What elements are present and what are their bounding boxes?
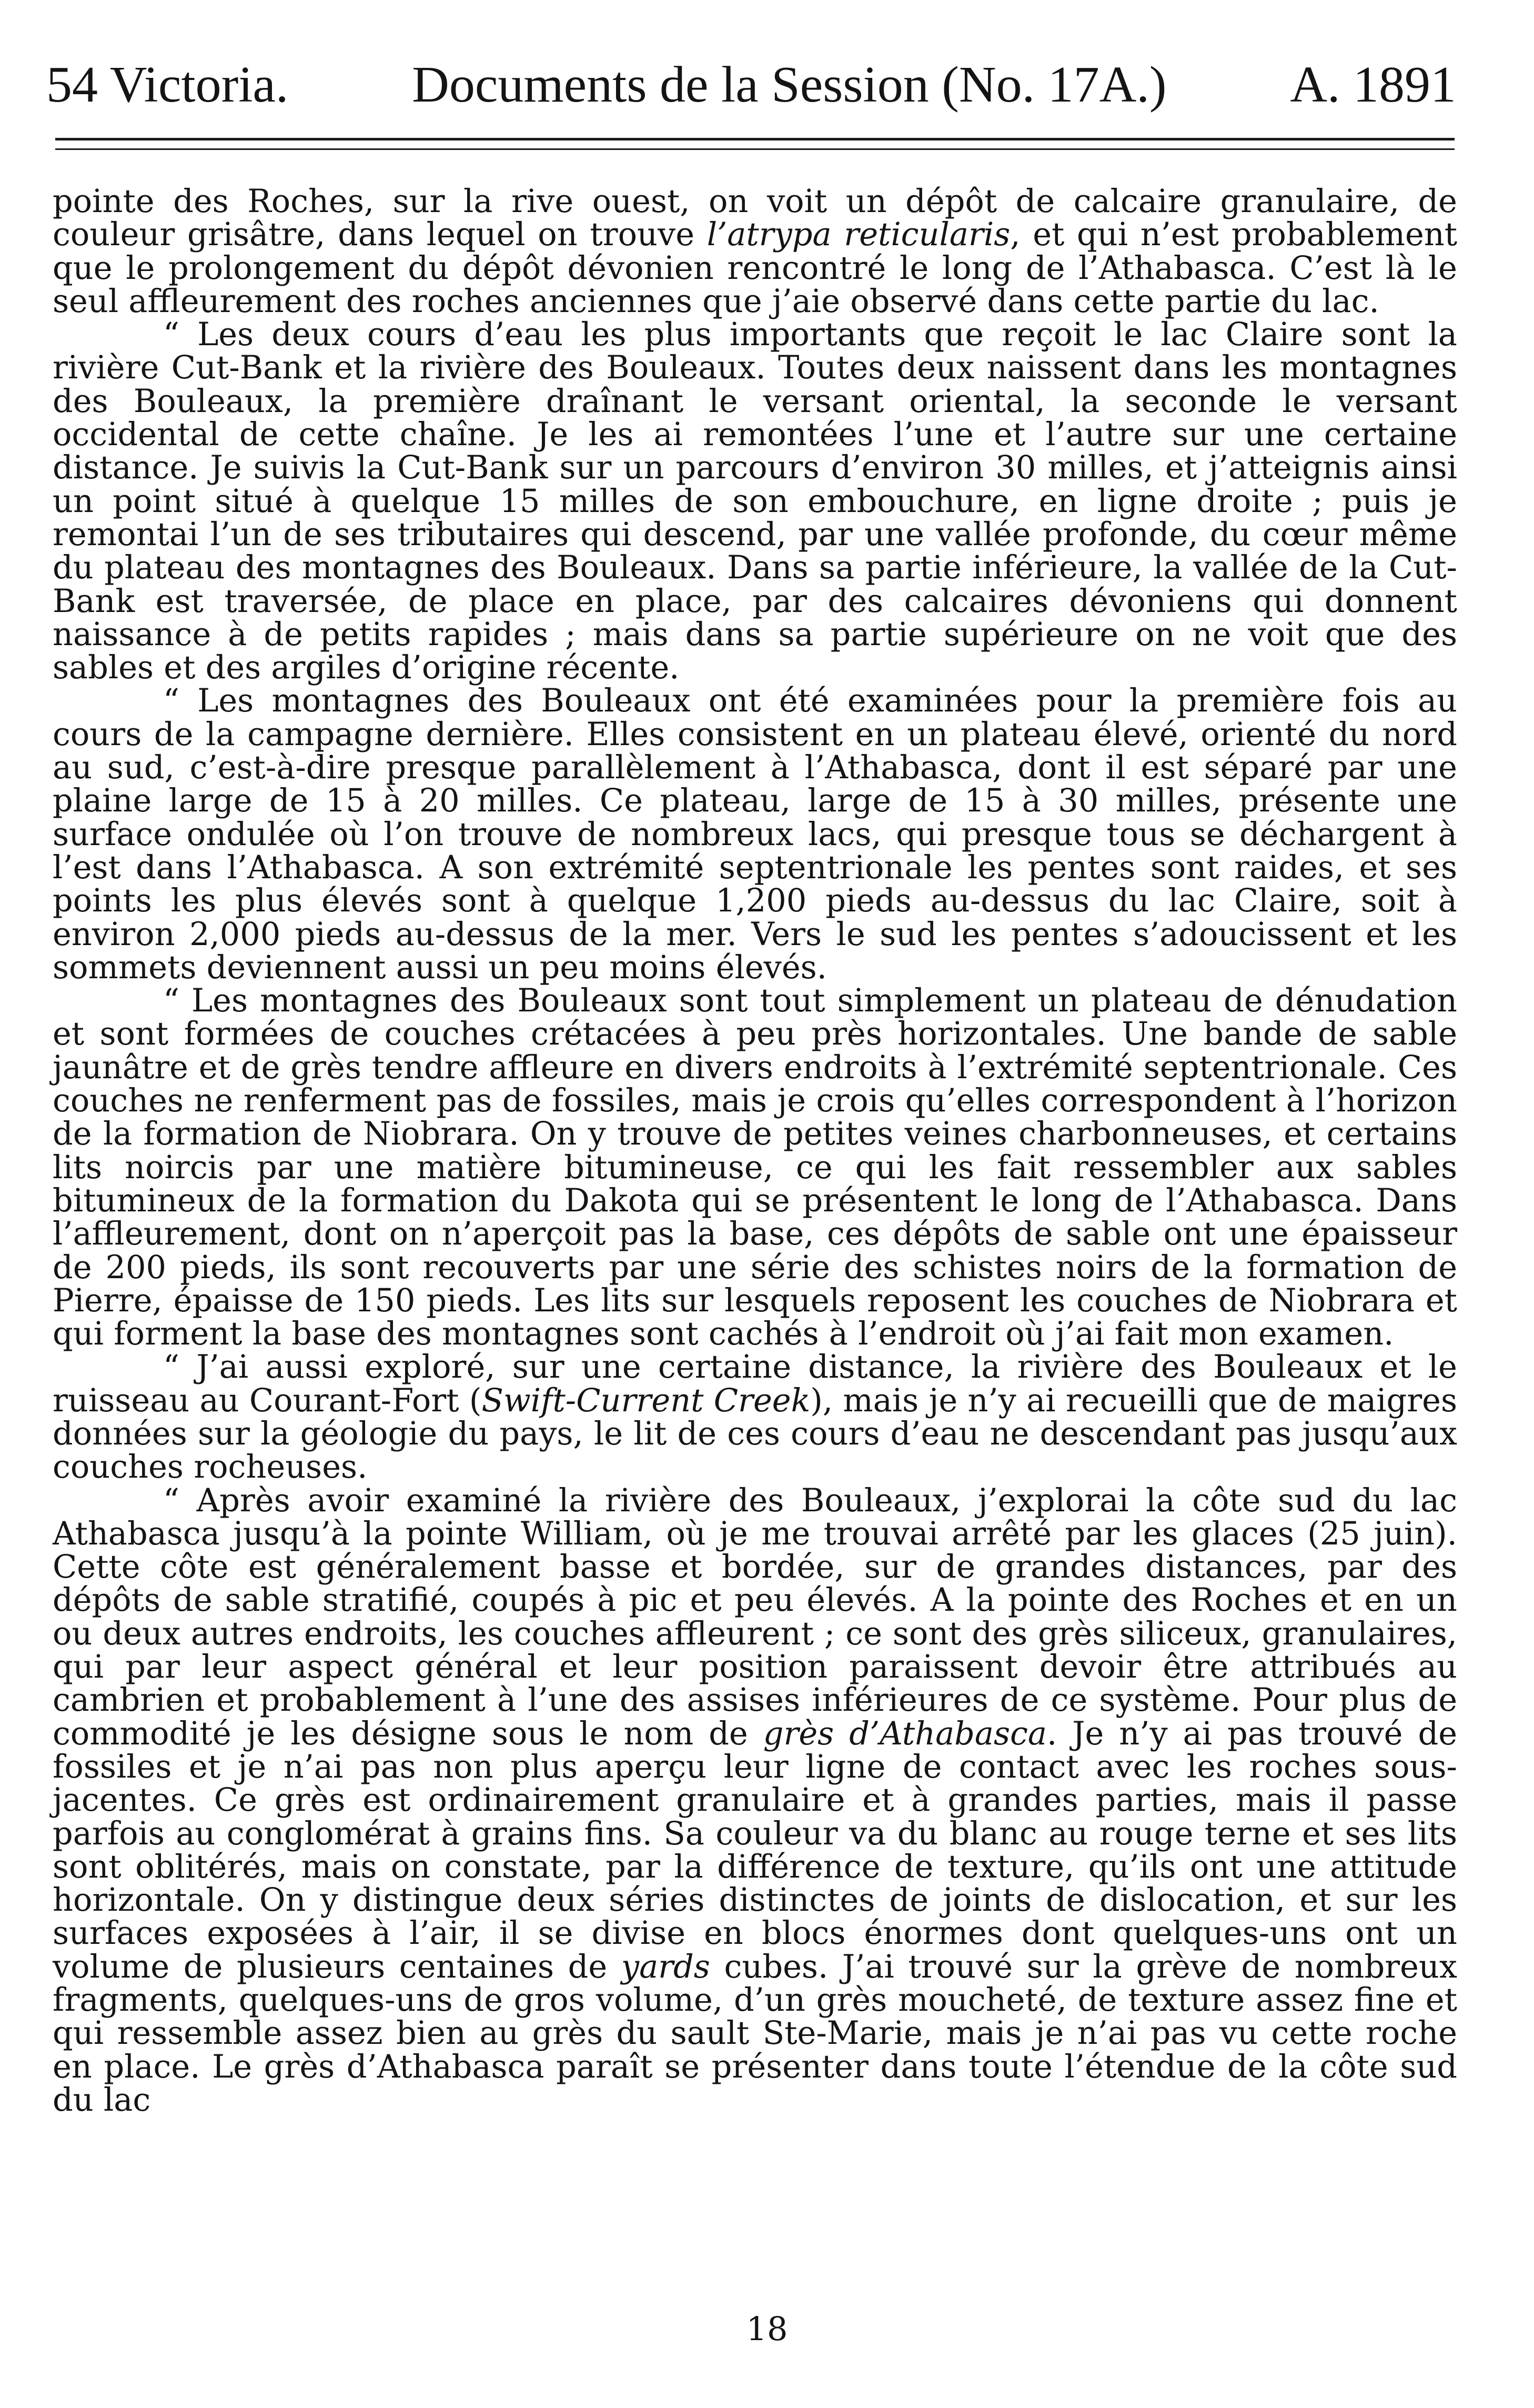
text-run: “ J’ai aussi exploré, sur une certaine distance, la rivière des Bouleaux et le ruisseau au Courant-Fort (	[53, 1349, 1457, 1419]
text-run: , et qui n’est probablement que le prolongement du dépôt dévonien rencontré le long de l’Athabasca. C’est là le seul affleurement des roches anciennes que j’aie observé dans cette partie du lac.	[53, 216, 1458, 320]
page-number: 18	[746, 2310, 788, 2348]
text-run: pointe des Roches, sur la rive ouest, on voit un dépôt de calcaire granulaire, de couleur grisâtre, dans lequel on trouve	[53, 183, 1457, 254]
paragraph	[53, 1484, 1457, 2118]
body-text	[53, 185, 1457, 2117]
text-run: cubes. J’ai trouvé sur la grève de nombreux fragments, quelques-uns de gros volume, d’un grès moucheté, de texture assez fine et qui ressemble assez bien au grès du sault Ste-Marie, mais je n’ai pas vu cette roche en place. Le grès d’Athabasca paraît se présenter dans toute l’étendue de la côte sud du lac	[53, 1948, 1457, 2119]
text-run: “ Les deux cours d’eau les plus importants que reçoit le lac Claire sont la rivière Cut-Bank et la rivière des Bouleaux. Toutes deux naissent dans les montagnes des Bouleaux, la première draînant le versant oriental, la seconde le versant occidental de cette chaîne. Je les ai remontées l’une et l’autre sur une certaine distance. Je suivis la Cut-Bank sur un parcours d’environ 30 milles, et j’atteignis ainsi un point situé à quelque 15 milles de son embouchure, en ligne droite ; puis je remontai l’un de ses tributaires qui descend, par une vallée profonde, du cœur même du plateau des montagnes des Bouleaux. Dans sa partie inférieure, la vallée de la Cut-Bank est traversée, de place en place, par des calcaires dévoniens qui donnent naissance à de petits rapides ; mais dans sa partie supérieure on ne voit que des sables et des argiles d’origine récente.	[53, 316, 1457, 687]
header-date: A. 1891	[1290, 56, 1456, 113]
italic-text: yards	[621, 1948, 710, 1985]
paragraph	[53, 1351, 1457, 1484]
running-header	[46, 53, 1456, 111]
header-rule-thin	[55, 148, 1455, 150]
paragraph	[53, 318, 1457, 685]
header-document-title: Documents de la Session (No. 17A.)	[412, 56, 1167, 113]
header-rule-thick	[55, 138, 1455, 141]
paragraph	[53, 982, 1457, 1353]
text-run: “ Après avoir examiné la rivière des Bouleaux, j’explorai la côte sud du lac Athabasca jusqu’à la pointe William, où je me trouvai arrêté par les glaces (25 juin). Cette côte est généralement basse et bordée, sur de grandes distances, par des dépôts de sable stratifié, coupés à pic et peu élevés. A la pointe des Roches et en un ou deux autres endroits, les couches affleurent ; ce sont des grès siliceux, granulaires, qui par leur aspect général et leur position paraissent devoir être attribués au cambrien et probablement à l’une des assises inférieures de ce système. Pour plus de commodité je les désigne sous le nom de	[53, 1482, 1457, 1752]
italic-text: l’atrypa reticularis	[707, 216, 1011, 254]
paragraph	[53, 685, 1457, 985]
header-session-year: 54 Victoria.	[46, 56, 289, 113]
text-run: “ Les montagnes des Bouleaux sont tout simplement un plateau de dénudation et sont formées de couches crétacées à peu près horizontales. Une bande de sable jaunâtre et de grès tendre affleure en divers endroits à l’extrémité septentrionale. Ces couches ne renferment pas de fossiles, mais je crois qu’elles correspondent à l’horizon de la formation de Niobrara. On y trouve de petites veines charbonneuses, et certains lits noircis par une matière bitumineuse, ce qui les fait ressembler aux sables bitumineux de la formation du Dakota qui se présentent le long de l’Athabasca. Dans l’affleurement, dont on n’aperçoit pas la base, ces dépôts de sable ont une épaisseur de 200 pieds, ils sont recouverts par une série des schistes noirs de la formation de Pierre, épaisse de 150 pieds. Les lits sur lesquels reposent les couches de Niobrara et qui forment la base des montagnes sont cachés à l’endroit où j’ai fait mon examen.	[53, 982, 1457, 1353]
italic-text: grès d’Athabasca	[763, 1715, 1047, 1752]
text-run: . Je n’y ai pas trouvé de fossiles et je n’ai pas non plus aperçu leur ligne de contact avec les roches sous-jacentes. Ce grès est ordinairement granulaire et à grandes parties, mais il passe parfois au conglomérat à grains fins. Sa couleur va du blanc au rouge terne et ses lits sont oblitérés, mais on constate, par la différence de texture, qu’ils ont une attitude horizontale. On y distingue deux séries distinctes de joints de dislocation, et sur les surfaces exposées à l’air, il se divise en blocs énormes dont quelques-uns ont un volume de plusieurs centaines de	[53, 1715, 1457, 1985]
paragraph	[53, 185, 1457, 318]
italic-text: Swift-Current Creek	[481, 1382, 811, 1419]
text-run: ), mais je n’y ai recueilli que de maigres données sur la géologie du pays, le lit de ces cours d’eau ne descendant pas jusqu’aux couches rocheuses.	[53, 1382, 1457, 1486]
text-run: “ Les montagnes des Bouleaux ont été examinées pour la première fois au cours de la campagne dernière. Elles consistent en un plateau élevé, orienté du nord au sud, c’est-à-dire presque parallèlement à l’Athabasca, dont il est séparé par une plaine large de 15 à 20 milles. Ce plateau, large de 15 à 30 milles, présente une surface ondulée où l’on trouve de nombreux lacs, qui presque tous se déchargent à l’est dans l’Athabasca. A son extrémité septentrionale les pentes sont raides, et ses points les plus élevés sont à quelque 1,200 pieds au-dessus du lac Claire, soit à environ 2,000 pieds au-dessus de la mer. Vers le sud les pentes s’adoucissent et les sommets deviennent aussi un peu moins élevés.	[53, 683, 1457, 986]
